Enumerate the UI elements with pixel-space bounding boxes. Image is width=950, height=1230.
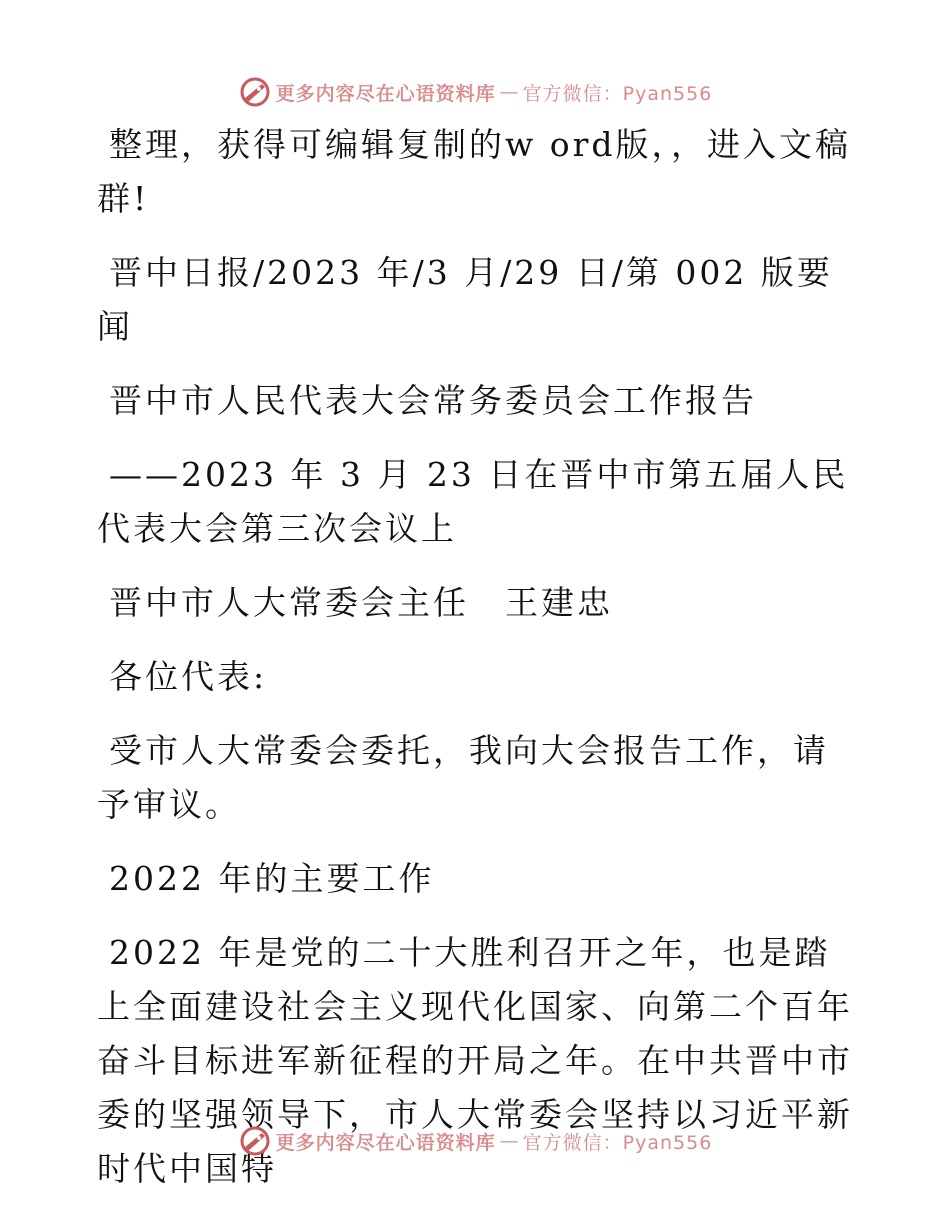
document-body: [97, 118, 857, 1216]
paragraph-subtitle: ——2023 年 3 月 23 日在晋中市第五届人民代表大会第三次会议上: [97, 455, 849, 548]
paragraph-salutation: 各位代表:: [109, 657, 268, 696]
footer-watermark-banner: [0, 1121, 950, 1161]
pen-nib-circle-icon: [238, 1124, 272, 1158]
paragraph-author: 晋中市人大常委会主任 王建忠: [109, 583, 613, 622]
banner-wechat-text: 官方微信：Pyan556: [522, 1131, 713, 1154]
paragraph-body: 2022 年是党的二十大胜利召开之年，也是踏上全面建设社会主义现代化国家、向第二个百年奋斗目标进军新征程的开局之年。在中共晋中市委的坚强领导下，市人大常委会坚持以习近平新时代中国特: [97, 933, 853, 1188]
banner-main-text: 更多内容尽在心语资料库: [275, 1131, 496, 1154]
banner-main-text: 更多内容尽在心语资料库: [275, 82, 496, 105]
paragraph-opening: 受市人大常委会委托，我向大会报告工作，请予审议。: [97, 731, 829, 824]
paragraph-report-title: 晋中市人民代表大会常务委员会工作报告: [109, 381, 757, 420]
header-watermark-banner: [0, 72, 950, 112]
paragraph-section-heading: 2022 年的主要工作: [109, 859, 435, 898]
paragraph-intro: 整理，获得可编辑复制的w ord版，，进入文稿群!: [97, 125, 852, 218]
pen-nib-circle-icon: [238, 75, 272, 109]
banner-separator: —: [499, 1130, 519, 1152]
banner-separator: —: [499, 81, 519, 103]
banner-wechat-text: 官方微信：Pyan556: [522, 82, 713, 105]
paragraph-source-line: 晋中日报/2023 年/3 月/29 日/第 002 版要闻: [97, 253, 833, 346]
